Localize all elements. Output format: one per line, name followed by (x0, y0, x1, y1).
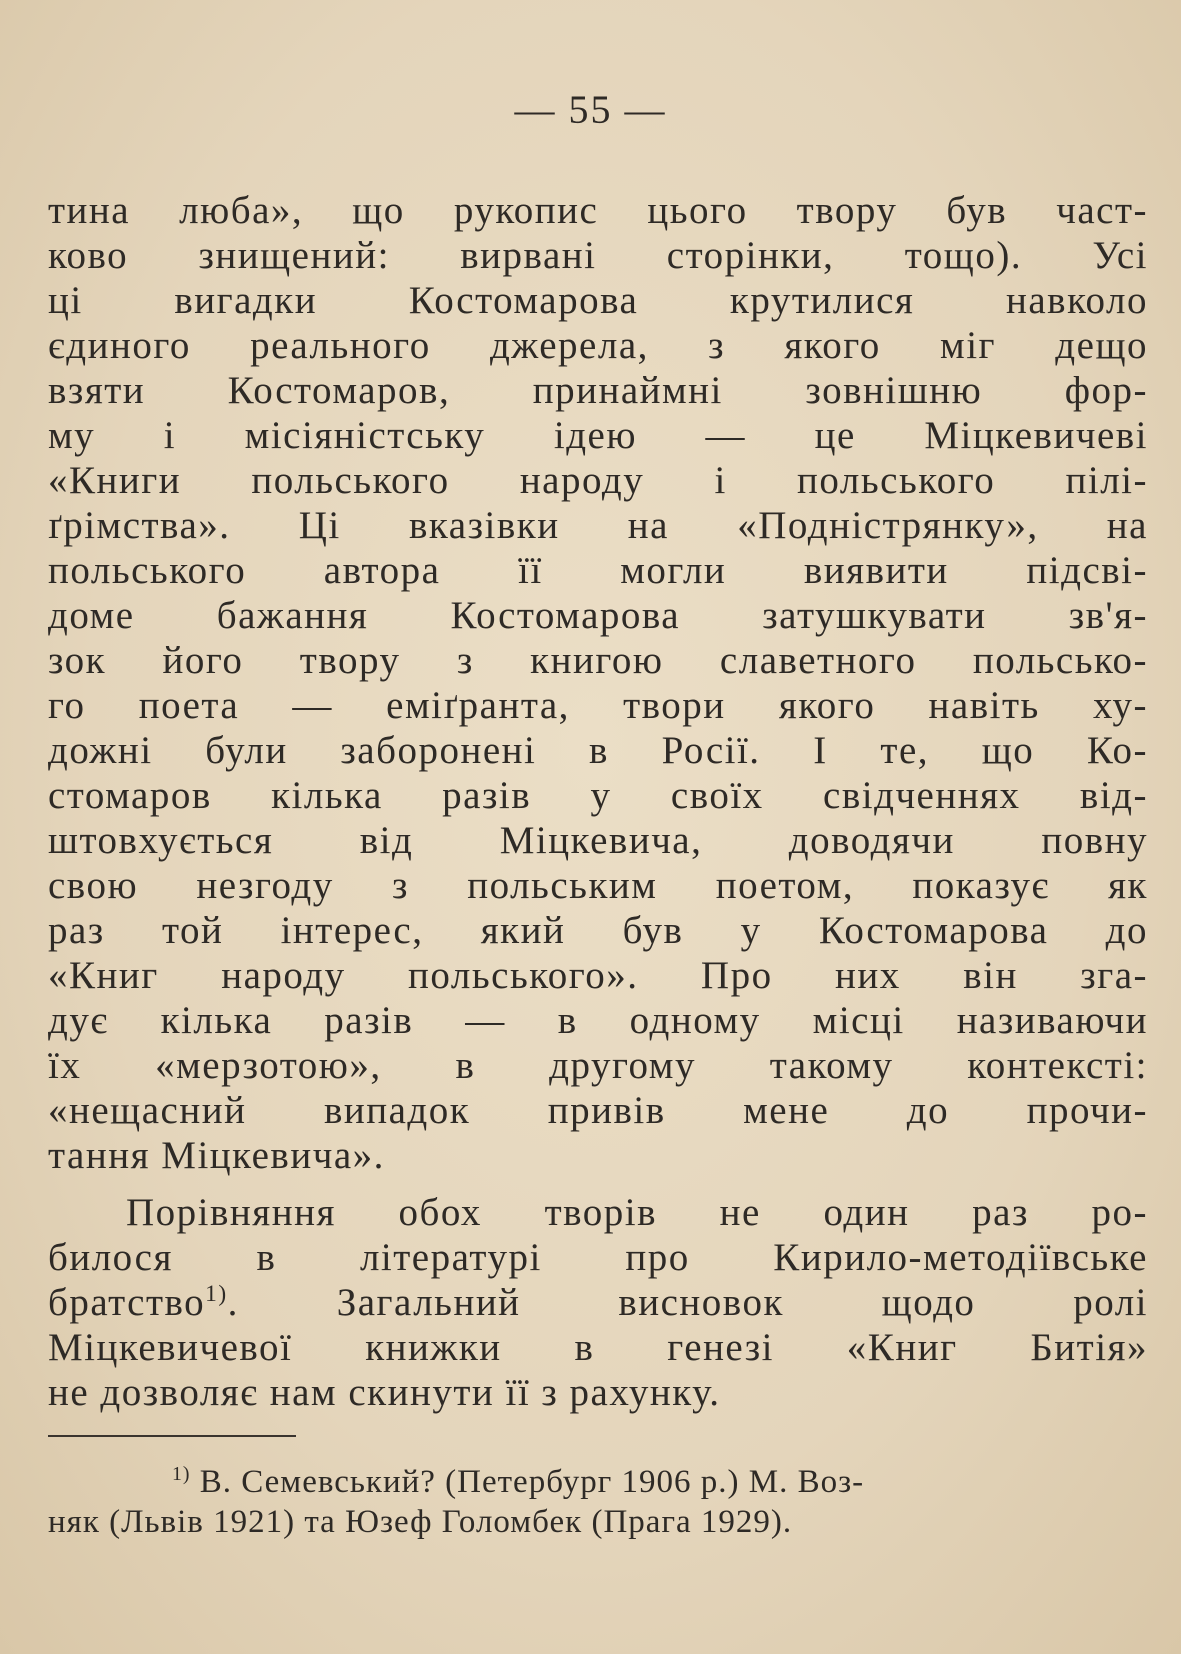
text-line: го поета — еміґранта, твори якого навіть ху- (48, 684, 1148, 727)
text-line: штовхується від Міцкевича, доводячи повну (48, 819, 1148, 862)
text-line: доме бажання Костомарова затушкувати зв'я- (48, 594, 1148, 637)
text-line-with-footnote-ref (48, 1280, 1148, 1325)
text-line: взяти Костомаров, принаймні зовнішню фор- (48, 369, 1148, 412)
text-line: дує кілька разів — в одному місці називаючи (48, 999, 1148, 1042)
footnote-divider (48, 1435, 296, 1437)
footnote-text: В. Семевський? (Петербург 1906 р.) М. Воз- (199, 1464, 865, 1500)
text-fragment: братство (48, 1281, 206, 1324)
footnote-line: няк (Львів 1921) та Юзеф Голомбек (Прага 1929). (48, 1504, 793, 1540)
footnote-marker: 1) (172, 1463, 191, 1485)
text-line: Порівняння обох творів не один раз ро- (126, 1191, 1148, 1234)
text-line: дожні були заборонені в Росії. І те, що Ко- (48, 729, 1148, 772)
text-line: їх «мерзотою», в другому такому контексті: (48, 1044, 1148, 1087)
text-line: тання Міцкевича». (48, 1134, 385, 1177)
paragraph-gap (48, 1178, 1148, 1190)
footnote-reference: 1) (205, 1281, 228, 1307)
paragraph-2 (48, 1190, 1148, 1415)
text-line: свою незгоду з польським поетом, показує як (48, 864, 1148, 907)
text-line: му і місіяністську ідею — це Міцкевичеві (48, 414, 1148, 457)
text-line: тина люба», що рукопис цього твору був част- (48, 189, 1148, 232)
text-line: раз той інтерес, який був у Костомарова до (48, 909, 1148, 952)
text-line: єдиного реального джерела, з якого міг дещо (48, 324, 1148, 367)
footnote-line (48, 1462, 1116, 1502)
text-line: зок його твору з книгою славетного польсько- (48, 639, 1148, 682)
text-line: ково знищений: вирвані сторінки, тощо). Усі (48, 234, 1148, 277)
text-fragment: . Загальний висновок щодо ролі (227, 1281, 1148, 1324)
text-line: ґрімства». Ці вказівки на «Подністрянку», на (48, 504, 1148, 547)
page-number: — 55 — (514, 87, 667, 132)
main-text (48, 188, 1148, 1415)
text-line: Міцкевичевої книжки в генезі «Книг Битія» (48, 1326, 1148, 1369)
paragraph-1 (48, 188, 1148, 1178)
footnote (48, 1462, 1116, 1542)
text-line: билося в літературі про Кирило-методіївське (48, 1236, 1148, 1279)
text-line: «Книг народу польського». Про них він зга- (48, 954, 1148, 997)
text-line: «Книги польського народу і польського пілі- (48, 459, 1148, 502)
text-line: не дозволяє нам скинути її з рахунку. (48, 1371, 721, 1414)
text-line: польського автора її могли виявити підсві- (48, 549, 1148, 592)
text-line: «нещасний випадок привів мене до прочи- (48, 1089, 1148, 1132)
text-line: стомаров кілька разів у своїх свідченнях від- (48, 774, 1148, 817)
text-line: ці вигадки Костомарова крутилися навколо (48, 279, 1148, 322)
